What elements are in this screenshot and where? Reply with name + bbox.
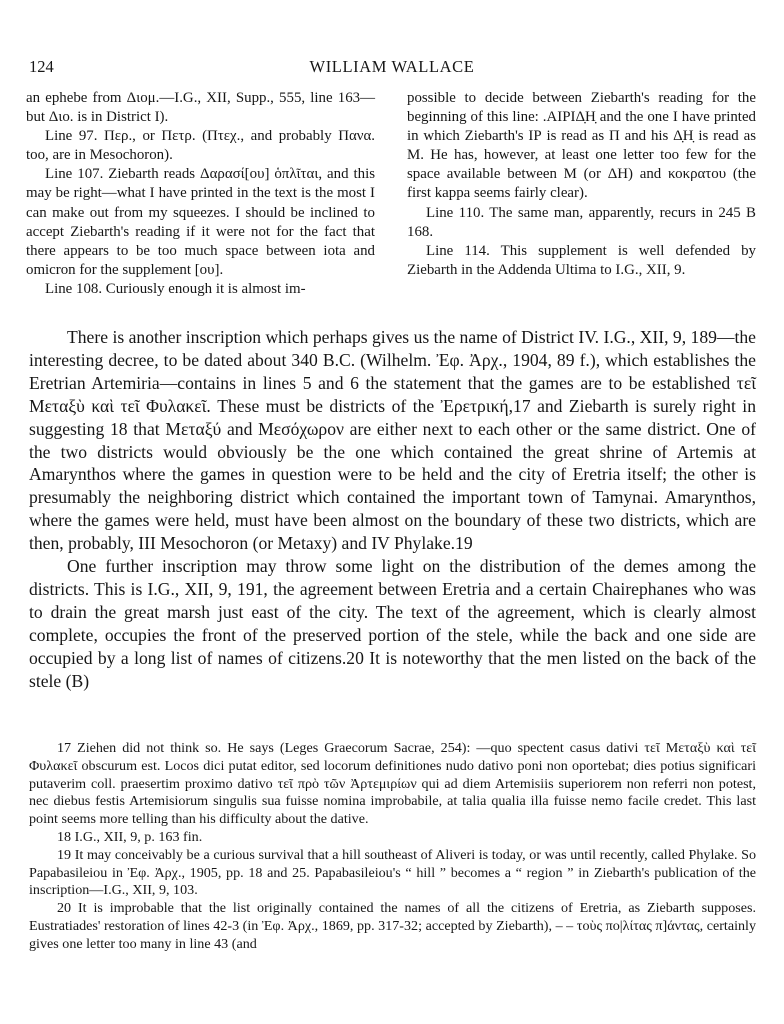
commentary-paragraph: Line 108. Curiously enough it is almost im- bbox=[45, 280, 306, 297]
body-paragraph: One further inscription may throw some light on the distribution of the demes among the districts. This is I.G., XII, 9, 191, the agreement between Eretria and a certain Chairephanes who was to drain the great marsh just east of the city. The text of the agreement, which is clearly almost complete, occupies the front of the preserved portion of the stele, while the back and one side are occupied by a long list of names of citizens.20 It is noteworthy that the men listed on the back of the stele (B) bbox=[29, 556, 756, 691]
left-commentary-column bbox=[26, 89, 375, 299]
right-commentary-column bbox=[407, 89, 756, 280]
footnote-20: 20 It is improbable that the list originally contained the names of all the citizens of Eretria, as Ziebarth supposes. Eustratiades' restoration of lines 42-3 (in Ἐφ. Ἀρχ., 1869, pp. 317-32; accepted by Ziebarth), – – τοὺς πο|λίτας π]άντας, certainly gives one letter too many in line 43 (and bbox=[29, 900, 756, 952]
footnote-19: 19 It may conceivably be a curious survival that a hill southeast of Aliveri is today, or was until recently, called Phylake. So Papabasileiou in Ἐφ. Ἀρχ., 1905, pp. 18 and 25. Papabasileiou's “ hill ” becomes a “ region ” in Ziebarth's publication of the inscription—I.G., XII, 9, 103. bbox=[29, 846, 756, 899]
commentary-paragraph: an ephebe from Διομ.—I.G., XII, Supp., 555, line 163—but Διο. is in District I). bbox=[26, 90, 375, 126]
commentary-paragraph: Line 114. This supplement is well defended by Ziebarth in the Addenda Ultima to I.G., XII, 9. bbox=[407, 242, 756, 278]
main-body-text bbox=[29, 326, 756, 693]
running-head: WILLIAM WALLACE bbox=[309, 57, 475, 76]
footnotes bbox=[29, 740, 756, 954]
body-paragraph: There is another inscription which perhaps gives us the name of District IV. I.G., XII, 9, 189—the interesting decree, to be dated about 340 B.C. (Wilhelm. Ἐφ. Ἀρχ., 1904, 89 f.), which establishes the Eretrian Artemiria—contains in lines 5 and 6 the statement that the games are to be established τεῖ Μεταξὺ καὶ τεῖ Φυλακεῖ. These must be districts of the Ἐρετρική,17 and Ziebarth is surely right in suggesting 18 that Μεταξύ and Μεσόχωρον are either next to each other or the same district. One of the two districts would obviously be the one which contained the great shrine of Artemis at Amarynthos where the games in question were to be held and the city of Eretria itself; the other is presumably the neighboring district which contained the important town of Tamynai. Amarynthos, where the games were held, must have been almost on the boundary of these two districts, which are then, probably, III Mesochoron (or Metaxy) and IV Phylake.19 bbox=[29, 327, 756, 554]
commentary-paragraph: Line 110. The same man, apparently, recurs in 245 B 168. bbox=[407, 204, 756, 240]
commentary-paragraph: possible to decide between Ziebarth's reading for the beginning of this line: .ΑΙΡΙΔ̣Η̣ and the one I have printed in which Ziebarth's ΙΡ is read as Π and his Δ̣Η̣ is read as Μ. He has, however, at least one letter too few for the space available between Μ (or ΔΗ) and κοκρατου (the first kappa seems fairly clear). bbox=[407, 90, 756, 202]
commentary-paragraph: Line 97. Περ., or Πετρ. (Πτεχ., and probably Πανα. too, are in Mesochoron). bbox=[26, 128, 375, 164]
footnote-17: 17 Ziehen did not think so. He says (Leges Graecorum Sacrae, 254): —quo spectent casus dativi τεῖ Μεταξὺ καὶ τεῖ Φυλακεῖ obscurum est. Locos dici putat editor, sed locorum definitiones nudo dativo poni non oportebat; dies potius significari putaverim coll. praesertim proximo dativo τεῖ πρὸ τῶν Ἀρτεμιρίων qui ad diem Artemisiis superiorem non referri non potest, nec diebus festis Artemisiorum singulis sua fuisse nomina improbabile, at talia qualia illa fuisse nemo facile credet. This last point seems more telling than his difficulty about the dative. bbox=[29, 740, 756, 828]
page-number: 124 bbox=[29, 57, 54, 76]
commentary-paragraph: Line 107. Ziebarth reads Δαρασί[ου] ὁπλῖται, and this may be right—what I have printed in the text is the most I can make out from my squeezes. I should be inclined to accept Ziebarth's reading if it were not for the fact that there appears to be too much space between iota and omicron for the supplement [ου]. bbox=[26, 166, 375, 278]
footnote-18: 18 I.G., XII, 9, p. 163 fin. bbox=[57, 828, 203, 845]
page-header bbox=[29, 57, 755, 77]
